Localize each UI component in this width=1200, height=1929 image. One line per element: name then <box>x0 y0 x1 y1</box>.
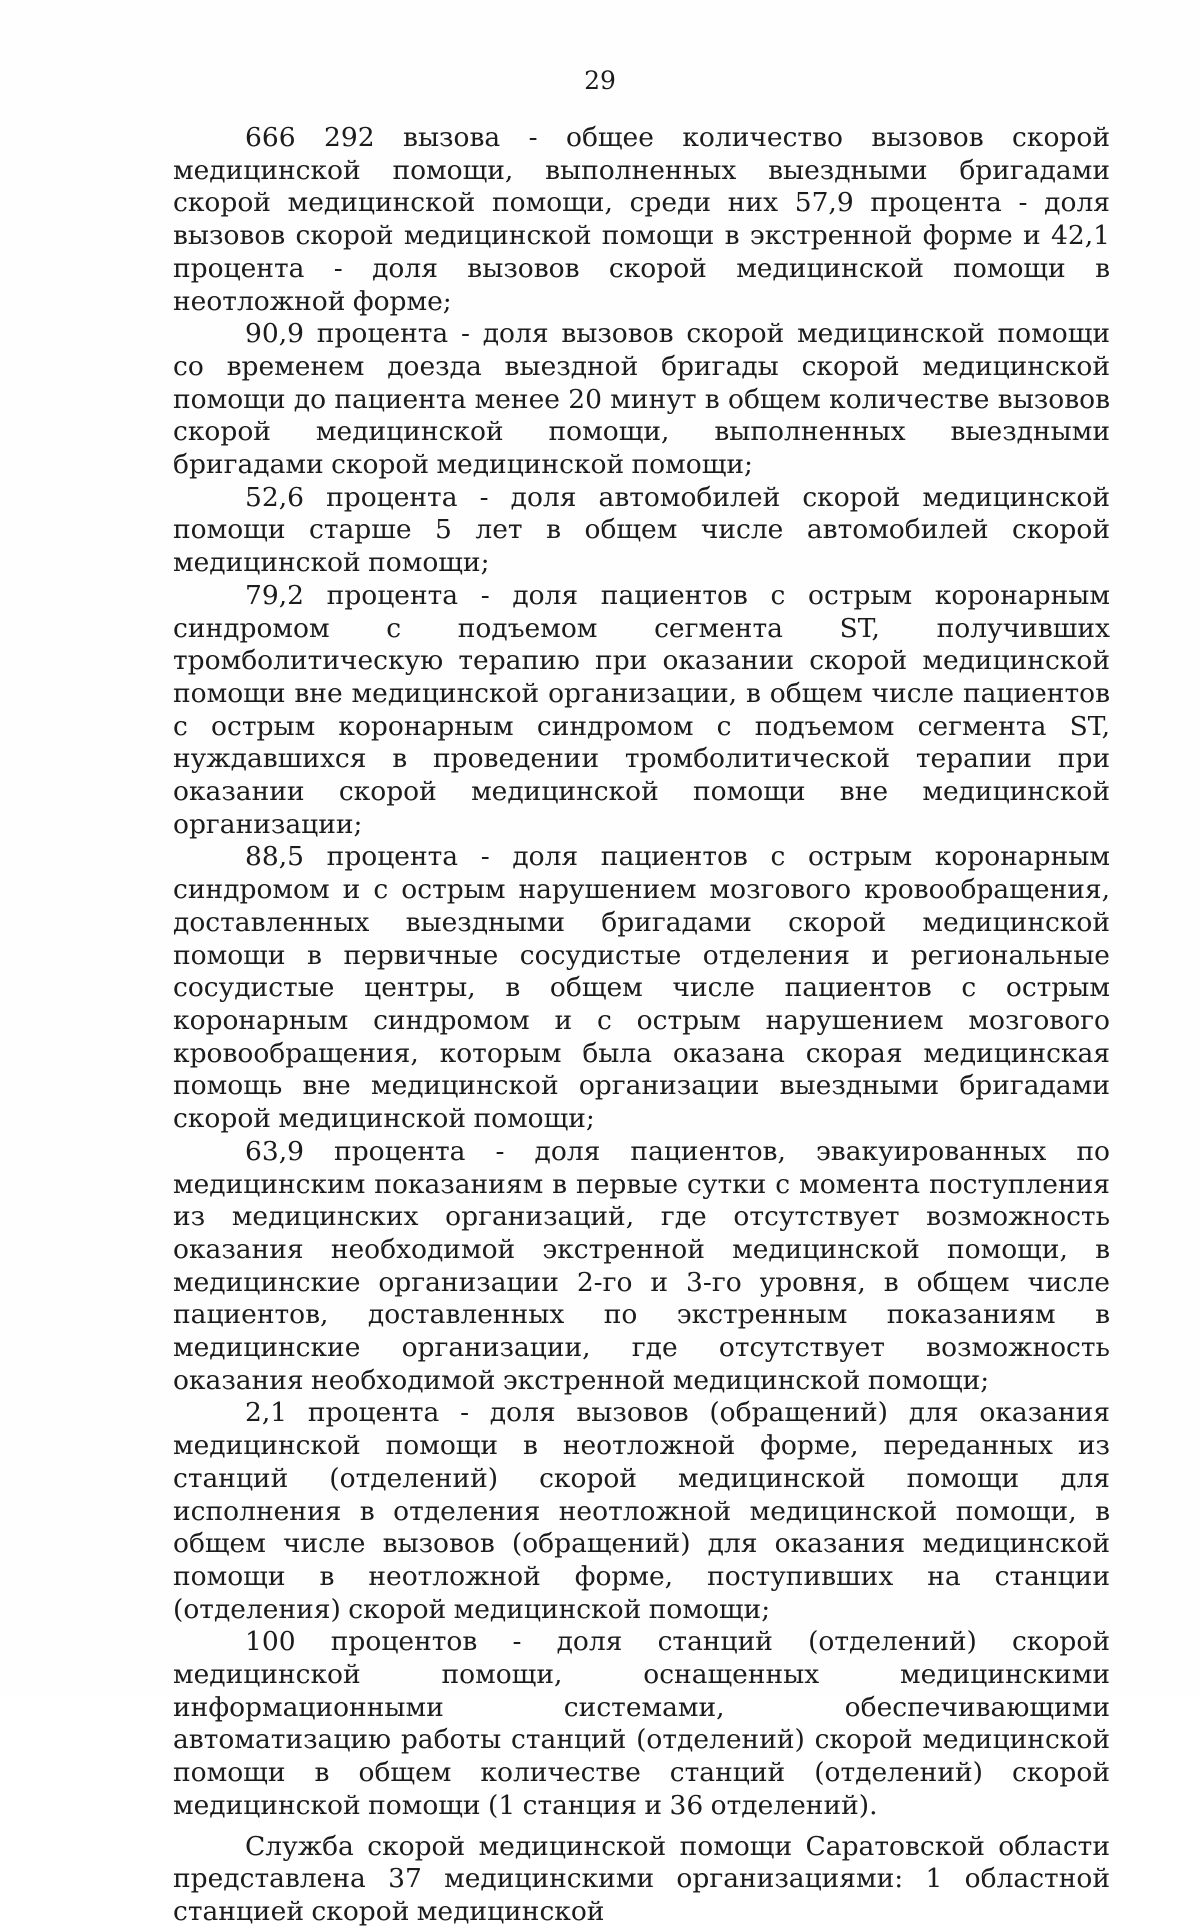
paragraph: 88,5 процента - доля пациентов с острым коронарным синдромом и с острым нарушением мозгового кровообращения, доставленных выездными бригадами скорой медицинской помощи в первичные сосудистые отделения и региональные сосудистые центры, в общем числе пациентов с острым коронарным синдромом и с острым нарушением мозгового кровообращения, которым была оказана скорая медицинская помощь вне медицинской организации выездными бригадами скорой медицинской помощи; <box>173 841 1110 1135</box>
paragraph: 2,1 процента - доля вызовов (обращений) для оказания медицинской помощи в неотложной форме, переданных из станций (отделений) скорой медицинской помощи для исполнения в отделения неотложной медицинской помощи, в общем числе вызовов (обращений) для оказания медицинской помощи в неотложной форме, поступивших на станции (отделения) скорой медицинской помощи; <box>173 1397 1110 1625</box>
paragraph: 666 292 вызова - общее количество вызовов скорой медицинской помощи, выполненных выездными бригадами скорой медицинской помощи, среди них 57,9 процента - доля вызовов скорой медицинской помощи в экстренной форме и 42,1 процента - доля вызовов скорой медицинской помощи в неотложной форме; <box>173 122 1110 317</box>
paragraph: Служба скорой медицинской помощи Саратовской области представлена 37 медицинскими организациями: 1 областной станцией скорой медицинской <box>173 1830 1110 1927</box>
paragraph: 52,6 процента - доля автомобилей скорой медицинской помощи старше 5 лет в общем числе автомобилей скорой медицинской помощи; <box>173 481 1110 579</box>
paragraph: 90,9 процента - доля вызовов скорой медицинской помощи со временем доезда выездной бригады скорой медицинской помощи до пациента менее 20 минут в общем количестве вызовов скорой медицинской помощи, выполненных выездными бригадами скорой медицинской помощи; <box>173 318 1110 481</box>
paragraph: 63,9 процента - доля пациентов, эвакуированных по медицинским показаниям в первые сутки с момента поступления из медицинских организаций, где отсутствует возможность оказания необходимой экстренной медицинской помощи, в медицинские организации 2-го и 3-го уровня, в общем числе пациентов, доставленных по экстренным показаниям в медицинские организации, где отсутствует возможность оказания необходимой экстренной медицинской помощи; <box>173 1135 1110 1396</box>
paragraph: 79,2 процента - доля пациентов с острым коронарным синдромом с подъемом сегмента ST, получивших тромболитическую терапию при оказании скорой медицинской помощи вне медицинской организации, в общем числе пациентов с острым коронарным синдромом с подъемом сегмента ST, нуждавшихся в проведении тромболитической терапии при оказании скорой медицинской помощи вне медицинской организации; <box>173 579 1110 840</box>
page-number: 29 <box>584 66 616 95</box>
document-body <box>173 122 1110 1929</box>
paragraph: 100 процентов - доля станций (отделений) скорой медицинской помощи, оснащенных медицинскими информационными системами, обеспечивающими автоматизацию работы станций (отделений) скорой медицинской помощи в общем количестве станций (отделений) скорой медицинской помощи (1 станция и 36 отделений). <box>173 1626 1110 1821</box>
